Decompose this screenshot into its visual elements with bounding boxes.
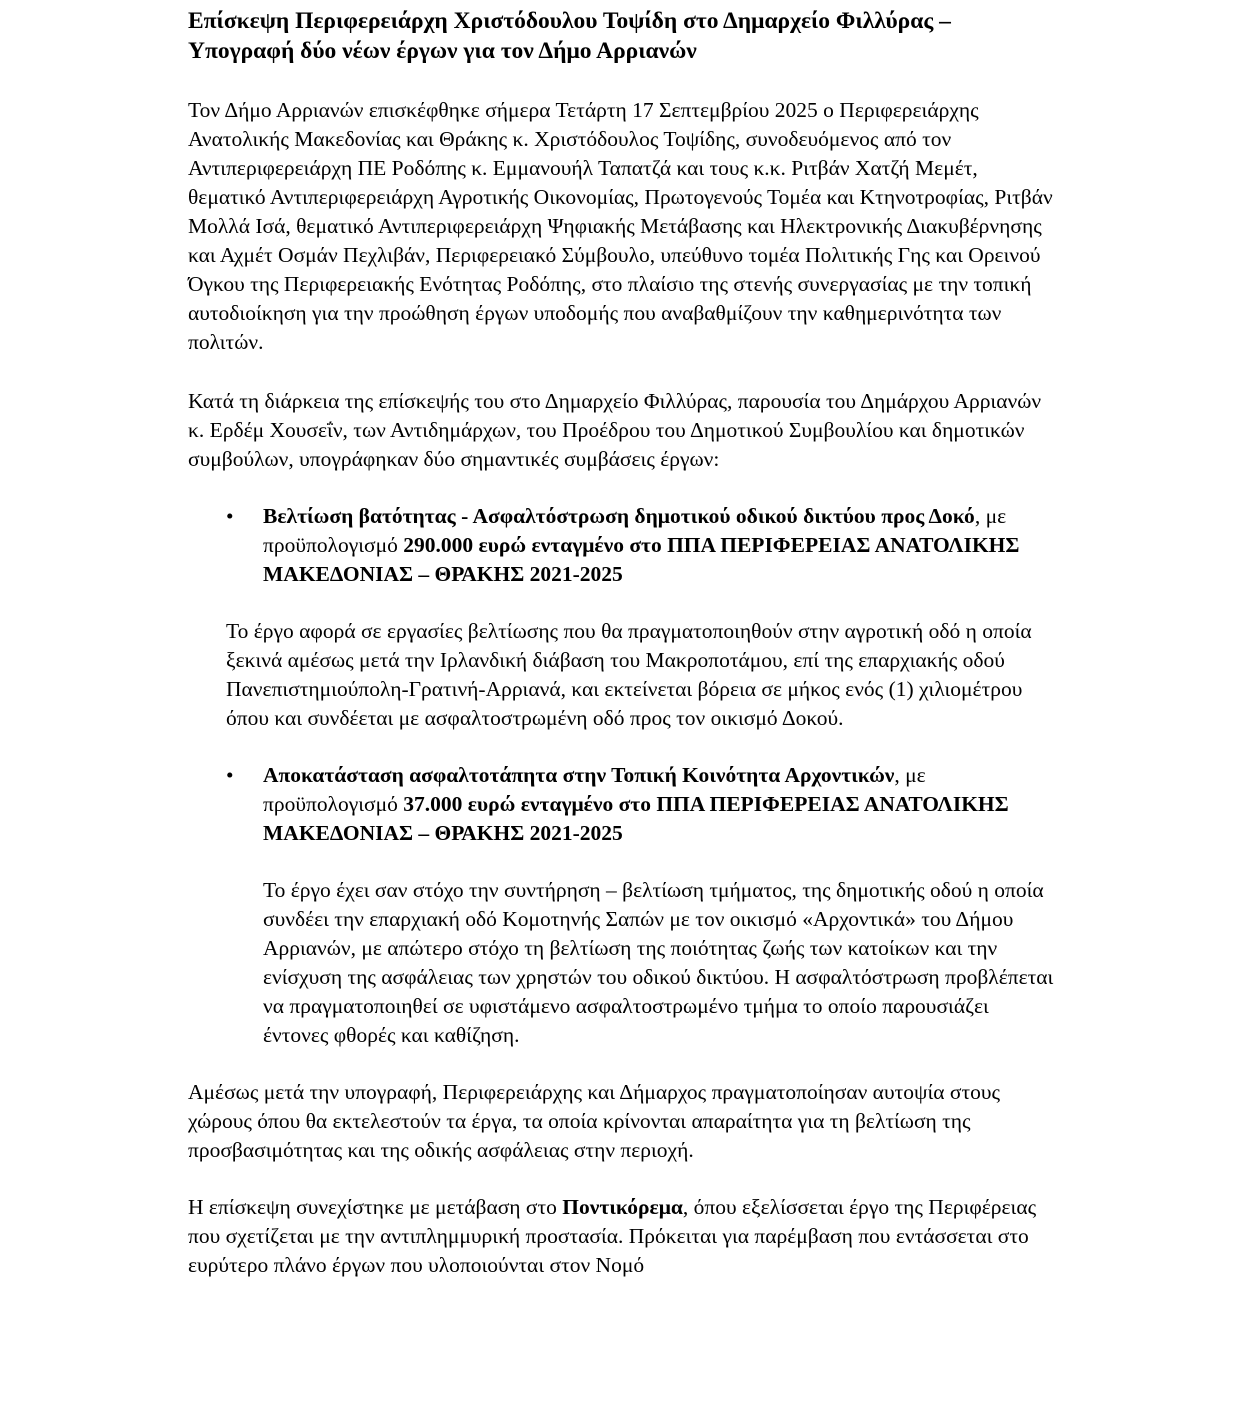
paragraph-archontika-description: Το έργο έχει σαν στόχο την συντήρηση – βελτίωση τμήματος, της δημοτικής οδού η οποία συνδέει την επαρχιακή οδό Κομοτηνής Σαπών με τον οικισμό «Αρχοντικά» του Δήμου Αρριανών, με απώτερο στόχο τη βελτίωση της ποιότητας ζωής των κατοίκων και την ενίσχυση της ασφάλειας των χρηστών του οδικού δικτύου. Η ασφαλτόστρωση προβλέπεται να πραγματοποιηθεί σε υφιστάμενο ασφαλτοστρωμένο τμήμα το οποίο παρουσιάζει έντονες φθορές και καθίζηση. [263, 878, 1054, 1047]
bullet-doko-budget-amount: 290.000 ευρώ ενταγμένο στο ΠΠΑ ΠΕΡΙΦΕΡΕΙΑΣ ΑΝΑΤΟΛΙΚΗΣ ΜΑΚΕΔΟΝΙΑΣ – ΘΡΑΚΗΣ 2021-2025 [263, 533, 1020, 586]
paragraph-visit-intro: Τον Δήμο Αρριανών επισκέφθηκε σήμερα Τετάρτη 17 Σεπτεμβρίου 2025 ο Περιφερειάρχης Ανατολικής Μακεδονίας και Θράκης κ. Χριστόδουλος Τοψίδης, συνοδευόμενος από τον Αντιπεριφερειάρχη ΠΕ Ροδόπης κ. Εμμανουήλ Ταπατζά και τους κ.κ. Ριτβάν Χατζή Μεμέτ, θεματικό Αντιπεριφερειάρχη Αγροτικής Οικονομίας, Πρωτογενούς Τομέα και Κτηνοτροφίας, Ριτβάν Μολλά Ισά, θεματικό Αντιπεριφερειάρχη Ψηφιακής Μετάβασης και Ηλεκτρονικής Διακυβέρνησης και Αχμέτ Οσμάν Πεχλιβάν, Περιφερειακό Σύμβουλο, υπεύθυνο τομέα Πολιτικής Γης και Ορεινού Όγκου της Περιφερειακής Ενότητας Ροδόπης, στο πλαίσιο της στενής συνεργασίας με την τοπική αυτοδιοίκηση για την προώθηση έργων υποδομής που αναβαθμίζουν την καθημερινότητα των πολιτών. [188, 98, 1053, 354]
bullet-archontika-budget-amount: 37.000 ευρώ ενταγμένο στο ΠΠΑ ΠΕΡΙΦΕΡΕΙΑΣ ΑΝΑΤΟΛΙΚΗΣ ΜΑΚΕΔΟΝΙΑΣ – ΘΡΑΚΗΣ 2021-2025 [263, 792, 1009, 845]
paragraph-doko-description: Το έργο αφορά σε εργασίες βελτίωσης που θα πραγματοποιηθούν στην αγροτική οδό η οποία ξεκινά αμέσως μετά την Ιρλανδική διάβαση του Μακροποτάμου, επί της επαρχιακής οδού Πανεπιστημιούπολη-Γρατινή-Αρριανά, και εκτείνεται βόρεια σε μήκος ενός (1) χιλιομέτρου όπου και συνδέεται με ασφαλτοστρωμένη οδό προς τον οικισμό Δοκού. [226, 619, 1032, 730]
bullet-icon: • [226, 763, 234, 787]
bullet-doko-budget-label: , με προϋπολογισμό [263, 504, 1007, 557]
paragraph-pontikorema [188, 1193, 1058, 1280]
pontikorema-text-end: , όπου εξελίσσεται έργο της Περιφέρειας που σχετίζεται με την αντιπλημμυρική προστασία. Πρόκειται για παρέμβαση που εντάσσεται στο ευρύτερο πλάνο έργων που υλοποιούνται στον Νομό [188, 1195, 1037, 1277]
paragraph-inspection: Αμέσως μετά την υπογραφή, Περιφερειάρχης και Δήμαρχος πραγματοποίησαν αυτοψία στους χώρους όπου θα εκτελεστούν τα έργα, τα οποία κρίνονται απαραίτητα για τη βελτίωση της προσβασιμότητας και της οδικής ασφάλειας στην περιοχή. [188, 1080, 1001, 1162]
bullet-archontika-project-name: Αποκατάσταση ασφαλτοτάπητα στην Τοπική Κοινότητα Αρχοντικών [263, 763, 895, 787]
document-page [188, 0, 1058, 1280]
bullet-archontika-budget-label: , με προϋπολογισμό [263, 763, 926, 816]
pontikorema-text-start: Η επίσκεψη συνεχίστηκε με μετάβαση στο [188, 1195, 563, 1219]
paragraph-signing: Κατά τη διάρκεια της επίσκεψής του στο Δημαρχείο Φιλλύρας, παρουσία του Δημάρχου Αρριανών κ. Ερδέμ Χουσεΐν, των Αντιδημάρχων, του Προέδρου του Δημοτικού Συμβουλίου και δημοτικών συμβούλων, υπογράφηκαν δύο σημαντικές συμβάσεις έργων: [188, 389, 1042, 471]
document-title: Επίσκεψη Περιφερειάρχη Χριστόδουλου Τοψίδη στο Δημαρχείο Φιλλύρας – Υπογραφή δύο νέων έργων για τον Δήμο Αρριανών [188, 8, 951, 64]
bullet-item-doko-road [188, 502, 1058, 589]
bullet-doko-title [263, 504, 1019, 586]
bullet-doko-project-name: Βελτίωση βατότητας - Ασφαλτόστρωση δημοτικού οδικού δικτύου προς Δοκό [263, 504, 975, 528]
pontikorema-place-name: Ποντικόρεμα [562, 1195, 683, 1219]
bullet-icon: • [226, 504, 234, 528]
bullet-item-archontika-road [188, 761, 1058, 848]
bullet-archontika-title [263, 763, 1009, 845]
